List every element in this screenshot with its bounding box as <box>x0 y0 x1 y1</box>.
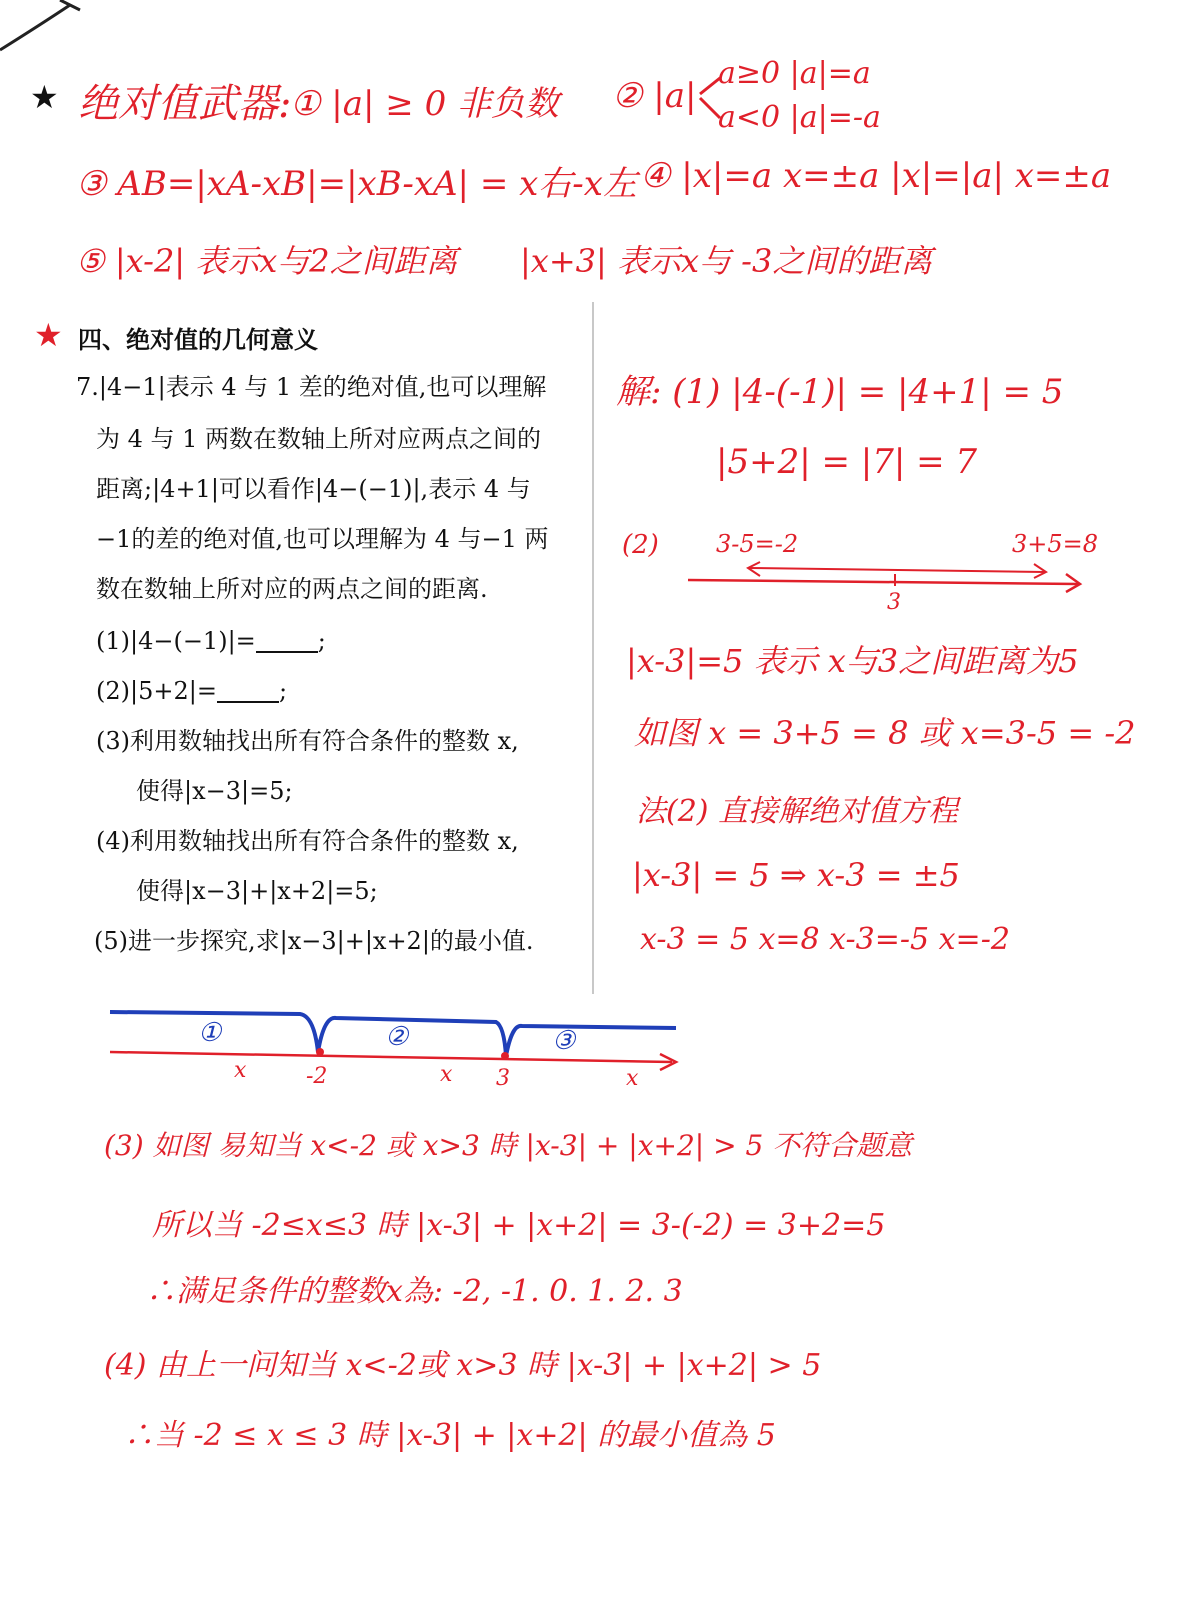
solution-4-line-2: ∴当 -2 ≤ x ≤ 3 時 |x-3| + |x+2| 的最小值為 5 <box>124 1418 776 1453</box>
solution-2-label: (2) <box>622 530 659 560</box>
question-4-line-2: 使得|x−3|+|x+2|=5; <box>136 877 378 905</box>
region-1-label: ① <box>198 1018 222 1048</box>
solution-1b: |5+2| = |7| = 7 <box>716 442 978 482</box>
solution-2e: x-3 = 5 x=8 x-3=-5 x=-2 <box>640 922 1010 957</box>
axis-left-label: 3-5=-2 <box>716 530 799 558</box>
section-title: 四、绝对值的几何意义 <box>78 325 318 354</box>
solution-2c: 法(2) 直接解绝对值方程 <box>636 794 959 829</box>
region-2-label: ② <box>385 1022 409 1052</box>
intro-line-1: 7.|4−1|表示 4 与 1 差的绝对值,也可以理解 <box>76 373 547 401</box>
x-label-3: x <box>626 1066 639 1091</box>
solution-3-line-1: (3) 如图 易知当 x<-2 或 x>3 時 |x-3| + |x+2| > 5 不符合题意 <box>104 1129 913 1162</box>
intro-line-5: 数在数轴上所对应的两点之间的距离. <box>96 575 488 603</box>
x-label-2: x <box>440 1062 453 1087</box>
solution-2b: 如图 x = 3+5 = 8 或 x=3-5 = -2 <box>634 714 1136 752</box>
solution-4-line-1: (4) 由上一问知当 x<-2或 x>3 時 |x-3| + |x+2| > 5 <box>104 1348 822 1383</box>
intro-line-2: 为 4 与 1 两数在数轴上所对应两点之间的 <box>96 425 542 453</box>
black-star-icon: ★ <box>30 78 59 116</box>
question-2: (2)|5+2|= ; <box>96 677 288 705</box>
question-3-line-2: 使得|x−3|=5; <box>136 777 293 805</box>
solution-2d: |x-3| = 5 ⇒ x-3 = ±5 <box>632 856 960 894</box>
question-1: (1)|4−(−1)|= ; <box>96 627 326 655</box>
point-2-case-1: a≥0 |a|=a <box>718 56 871 91</box>
x-label-1: x <box>234 1058 247 1083</box>
question-5: (5)进一步探究,求|x−3|+|x+2|的最小值. <box>94 927 534 955</box>
point-2-label: ② |a| <box>612 76 697 116</box>
solution-3-line-3: ∴满足条件的整数x為: -2, -1. 0. 1. 2. 3 <box>146 1274 683 1309</box>
intro-line-3: 距离;|4+1|可以看作|4−(−1)|,表示 4 与 <box>96 475 531 503</box>
point-4: ④ |x|=a x=±a |x|=|a| x=±a <box>640 156 1112 196</box>
question-3-line-1: (3)利用数轴找出所有符合条件的整数 x, <box>96 727 519 755</box>
point-3: ③ AB=|xA-xB|=|xB-xA| = x右-x左 <box>76 164 637 204</box>
point-label-neg2: -2 <box>306 1064 328 1089</box>
solution-1a: 解: (1) |4-(-1)| = |4+1| = 5 <box>616 372 1064 412</box>
weapons-title: 绝对值武器: <box>78 81 292 127</box>
axis-mid-label: 3 <box>887 590 901 615</box>
solution-3-line-2: 所以当 -2≤x≤3 時 |x-3| + |x+2| = 3-(-2) = 3+2=5 <box>152 1208 886 1243</box>
solution-2a: |x-3|=5 表示 x与3之间距离为5 <box>626 642 1079 680</box>
axis-right-label: 3+5=8 <box>1012 530 1099 558</box>
red-star-icon: ★ <box>34 316 63 354</box>
point-5-a: ⑤ |x-2| 表示x与2之间距离 <box>76 242 458 280</box>
point-label-3: 3 <box>496 1066 510 1091</box>
point-1: ① |a| ≥ 0 非负数 <box>290 84 560 124</box>
question-4-line-1: (4)利用数轴找出所有符合条件的整数 x, <box>96 827 519 855</box>
region-3-label: ③ <box>552 1026 576 1056</box>
point-5-b: |x+3| 表示x与 -3之间的距离 <box>520 242 933 280</box>
intro-line-4: −1的差的绝对值,也可以理解为 4 与−1 两 <box>96 525 549 553</box>
point-2-case-2: a<0 |a|=-a <box>718 100 881 135</box>
